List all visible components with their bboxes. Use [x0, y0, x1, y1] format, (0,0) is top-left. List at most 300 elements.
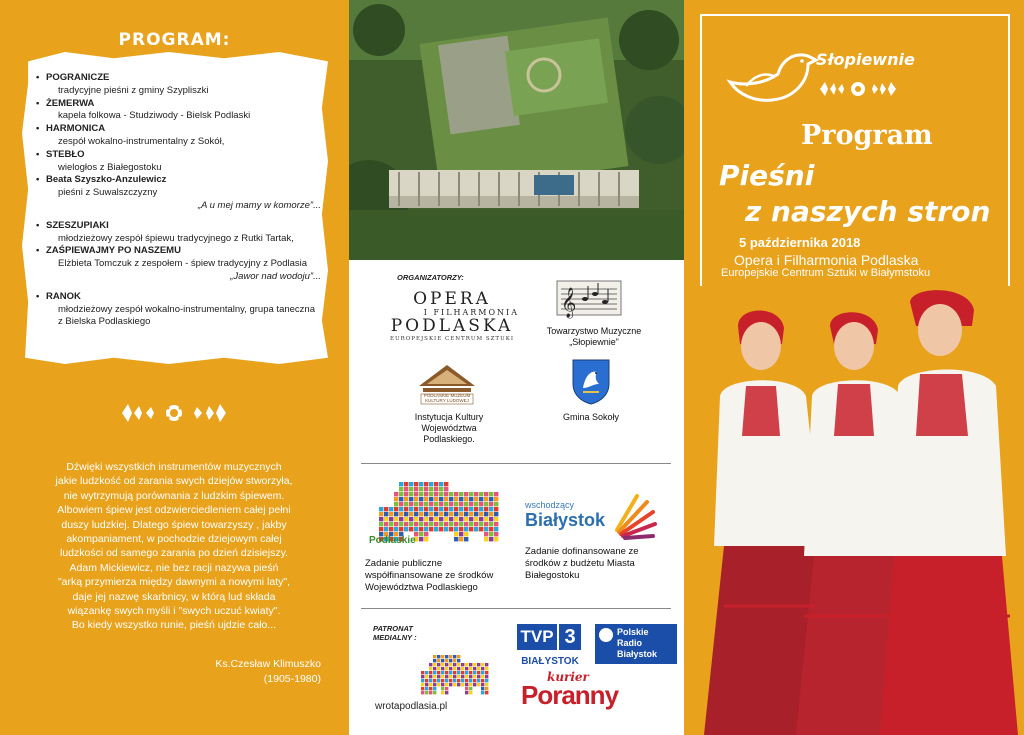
mosaic-tile — [494, 532, 498, 536]
mosaic-tile — [409, 527, 413, 531]
mosaic-tile — [484, 517, 488, 521]
mosaic-tile — [445, 671, 448, 674]
mosaic-tile — [481, 671, 484, 674]
mosaic-tile — [459, 497, 463, 501]
mosaic-tile — [464, 532, 468, 536]
mosaic-tile — [465, 691, 468, 694]
mosaic-tile — [469, 527, 473, 531]
radio-circle-icon — [599, 628, 613, 642]
program-item — [36, 72, 321, 98]
instytucja-text: Instytucja Kultury Województwa Podlaskiego. — [414, 412, 484, 444]
mosaic-tile — [474, 527, 478, 531]
mosaic-tile — [477, 683, 480, 686]
mosaic-tile — [437, 659, 440, 662]
mosaic-tile — [474, 517, 478, 521]
mosaic-tile — [429, 507, 433, 511]
mosaic-tile — [465, 671, 468, 674]
gmina-text: Gmina Sokoły — [562, 412, 620, 422]
program-item — [36, 174, 321, 212]
mosaic-tile — [449, 675, 452, 678]
mosaic-tile — [449, 512, 453, 516]
program-title: Program — [801, 120, 933, 151]
mosaic-tile — [425, 687, 428, 690]
mosaic-tile — [473, 683, 476, 686]
mosaic-tile — [394, 522, 398, 526]
mosaic-tile — [454, 512, 458, 516]
mosaic-tile — [404, 517, 408, 521]
mosaic-tile — [419, 507, 423, 511]
mosaic-tile — [464, 527, 468, 531]
tvp3-logo — [517, 622, 581, 652]
mosaic-tile — [421, 675, 424, 678]
mosaic-tile — [464, 512, 468, 516]
mosaic-tile — [399, 517, 403, 521]
mosaic-tile — [441, 691, 444, 694]
mosaic-tile — [459, 502, 463, 506]
mosaic-tile — [484, 497, 488, 501]
mosaic-tile — [379, 527, 383, 531]
event-venue-sub: Europejskie Centrum Sztuki w Białymstoku — [721, 267, 931, 279]
mosaic-tile — [399, 512, 403, 516]
program-item — [36, 149, 321, 175]
program-item-name: • Beata Szyszko-Anzulewicz — [46, 174, 167, 186]
mosaic-tile — [429, 527, 433, 531]
mosaic-tile — [433, 671, 436, 674]
mosaic-tile — [404, 482, 408, 486]
mosaic-tile — [394, 527, 398, 531]
program-item-desc: wielogłos z Białegostoku — [58, 161, 162, 173]
program-item-quote: „A u mej mamy w komorze”... — [197, 199, 321, 211]
mosaic-tile — [449, 683, 452, 686]
program-item-desc: pieśni z Suwalszczyzny — [58, 187, 158, 199]
mosaic-tile — [485, 675, 488, 678]
polskie-radio-logo — [595, 624, 677, 664]
quote-line: "arką przymierza między dawnymi a nowymi laty", — [57, 576, 291, 589]
mosaic-tile — [457, 667, 460, 670]
mosaic-tile — [469, 492, 473, 496]
mosaic-tile — [484, 507, 488, 511]
mosaic-tile — [439, 487, 443, 491]
mosaic-tile — [437, 667, 440, 670]
mosaic-tile — [433, 687, 436, 690]
mosaic-tile — [404, 497, 408, 501]
mosaic-tile — [429, 667, 432, 670]
mosaic-tile — [479, 507, 483, 511]
mosaic-tile — [473, 667, 476, 670]
mosaic-tile — [489, 517, 493, 521]
mosaic-tile — [444, 492, 448, 496]
mosaic-tile — [409, 502, 413, 506]
main-title-line2: z naszych stron — [745, 195, 991, 228]
mosaic-tile — [419, 502, 423, 506]
mosaic-tile — [424, 537, 428, 541]
mosaic-tile — [457, 663, 460, 666]
mosaic-tile — [479, 512, 483, 516]
program-item-desc: tradycyjne pieśni z gminy Szypliszki — [58, 84, 209, 96]
mosaic-tile — [419, 492, 423, 496]
mosaic-tile — [399, 527, 403, 531]
mosaic-tile — [465, 687, 468, 690]
mosaic-tile — [479, 492, 483, 496]
mosaic-tile — [439, 497, 443, 501]
mosaic-tile — [449, 527, 453, 531]
mosaic-tile — [445, 679, 448, 682]
mosaic-tile — [489, 502, 493, 506]
mosaic-tile — [409, 517, 413, 521]
folk-ornament-icon — [118, 398, 230, 428]
mosaic-tile — [445, 655, 448, 658]
mosaic-tile — [384, 527, 388, 531]
mosaic-tile — [449, 507, 453, 511]
quote-text — [24, 460, 324, 633]
mosaic-tile — [494, 522, 498, 526]
mosaic-tile — [421, 691, 424, 694]
mosaic-tile — [461, 675, 464, 678]
mosaic-tile — [464, 522, 468, 526]
mosaic-tile — [419, 517, 423, 521]
program-item-name: • ŻEMERWA — [46, 97, 95, 109]
mosaic-tile — [424, 482, 428, 486]
quote-line: jakie ludzkość od zarania swych dziejów stworzyła, — [55, 475, 293, 488]
mosaic-tile — [414, 482, 418, 486]
mosaic-tile — [384, 512, 388, 516]
mosaic-tile — [414, 502, 418, 506]
mosaic-tile — [494, 507, 498, 511]
mosaic-tile — [444, 512, 448, 516]
author-name: Ks.Czesław Klimuszko — [215, 658, 321, 670]
mosaic-tile — [419, 522, 423, 526]
mosaic-tile — [409, 487, 413, 491]
mosaic-tile — [473, 663, 476, 666]
left-panel — [0, 0, 349, 735]
mosaic-tile — [457, 683, 460, 686]
quote-line: nie wytrzymują porównania z ludzkim śpiewem. — [63, 489, 285, 502]
mosaic-tile — [484, 527, 488, 531]
quote-line: Adam Mickiewicz, nie bez racji nazywa pieśń — [69, 561, 279, 574]
mosaic-tile — [489, 507, 493, 511]
mosaic-tile — [425, 679, 428, 682]
aerial-photo — [349, 0, 684, 260]
mosaic-tile — [449, 502, 453, 506]
separator-1 — [361, 463, 671, 464]
mosaic-tile — [459, 532, 463, 536]
mosaic-tile — [439, 492, 443, 496]
mosaic-tile — [404, 502, 408, 506]
mosaic-tile — [489, 537, 493, 541]
mosaic-tile — [424, 512, 428, 516]
singers-photo — [684, 286, 1024, 735]
mosaic-tile — [434, 502, 438, 506]
mosaic-tile — [444, 507, 448, 511]
mosaic-tile — [439, 507, 443, 511]
mosaic-tile — [449, 517, 453, 521]
mosaic-tile — [453, 675, 456, 678]
mosaic-tile — [481, 691, 484, 694]
mosaic-tile — [379, 507, 383, 511]
mosaic-tile — [433, 667, 436, 670]
mosaic-tile — [461, 667, 464, 670]
mosaic-tile — [469, 497, 473, 501]
wrota-bison-logo — [421, 655, 491, 695]
mosaic-tile — [441, 663, 444, 666]
mosaic-tile — [421, 679, 424, 682]
mosaic-tile — [441, 679, 444, 682]
mosaic-tile — [394, 492, 398, 496]
program-item-name: • ZAŚPIEWAJMY PO NASZEMU — [46, 245, 181, 257]
bialystok-logo-big: Białystok — [525, 510, 606, 530]
mosaic-tile — [444, 517, 448, 521]
mosaic-tile — [459, 507, 463, 511]
mosaic-tile — [465, 683, 468, 686]
mosaic-tile — [433, 679, 436, 682]
middle-panel — [349, 0, 684, 735]
mosaic-tile — [461, 683, 464, 686]
mosaic-tile — [424, 507, 428, 511]
mosaic-tile — [484, 532, 488, 536]
mosaic-tile — [434, 507, 438, 511]
mosaic-tile — [429, 679, 432, 682]
mosaic-tile — [481, 667, 484, 670]
mosaic-tile — [474, 492, 478, 496]
radio-text: Polskie Radio Białystok — [617, 627, 658, 659]
mosaic-tile — [494, 517, 498, 521]
mosaic-tile — [424, 522, 428, 526]
mosaic-tile — [445, 667, 448, 670]
organizers-label: ORGANIZATORZY: — [397, 273, 464, 282]
mosaic-tile — [469, 671, 472, 674]
mosaic-tile — [409, 497, 413, 501]
mosaic-tile — [441, 683, 444, 686]
mosaic-tile — [409, 492, 413, 496]
mosaic-tile — [434, 487, 438, 491]
mosaic-tile — [409, 522, 413, 526]
mosaic-tile — [469, 517, 473, 521]
mosaic-tile — [425, 671, 428, 674]
mosaic-tile — [457, 675, 460, 678]
mosaic-tile — [474, 522, 478, 526]
opera-logo-line2: I FILHARMONIA — [423, 308, 519, 317]
program-item-name: • STEBŁO — [46, 148, 85, 160]
mosaic-tile — [424, 527, 428, 531]
mosaic-tile — [444, 497, 448, 501]
mosaic-tile — [481, 683, 484, 686]
mosaic-tile — [437, 679, 440, 682]
mosaic-tile — [433, 663, 436, 666]
podlaskie-bison-logo — [379, 482, 499, 542]
mosaic-tile — [409, 512, 413, 516]
mosaic-tile — [399, 482, 403, 486]
program-heading: PROGRAM: — [118, 30, 231, 50]
mosaic-tile — [394, 497, 398, 501]
mosaic-tile — [414, 517, 418, 521]
mosaic-tile — [404, 527, 408, 531]
mosaic-tile — [384, 507, 388, 511]
mosaic-tile — [494, 502, 498, 506]
mosaic-tile — [429, 492, 433, 496]
mosaic-tile — [489, 512, 493, 516]
mosaic-tile — [437, 675, 440, 678]
mosaic-tile — [439, 527, 443, 531]
mosaic-tile — [419, 497, 423, 501]
quote-line: ludzkości od samego zarania po dzień dzisiejszy. — [59, 547, 288, 560]
towarzystwo-text: Towarzystwo Muzyczne „Słopiewnie” — [546, 326, 642, 347]
mosaic-tile — [477, 679, 480, 682]
mosaic-tile — [479, 517, 483, 521]
program-item-desc: młodzieżowy zespół wokalno-instrumentalny, grupa taneczna z Bielska Podlaskiego — [58, 303, 315, 328]
mosaic-tile — [494, 537, 498, 541]
mosaic-tile — [445, 675, 448, 678]
mosaic-tile — [469, 663, 472, 666]
music-notes-icon — [555, 275, 625, 321]
mosaic-tile — [484, 512, 488, 516]
mosaic-tile — [441, 667, 444, 670]
mosaic-tile — [421, 687, 424, 690]
program-item-desc: zespół wokalno-instrumentalny z Sokół, — [58, 135, 225, 147]
mosaic-tile — [424, 487, 428, 491]
mosaic-tile — [424, 517, 428, 521]
mosaic-tile — [434, 527, 438, 531]
quote-line: Dźwięki wszystkich instrumentów muzycznych — [66, 461, 282, 473]
mosaic-tile — [469, 502, 473, 506]
mosaic-tile — [465, 667, 468, 670]
mosaic-tile — [379, 517, 383, 521]
mosaic-tile — [429, 687, 432, 690]
quote-author — [215, 657, 321, 687]
mosaic-tile — [454, 497, 458, 501]
mosaic-tile — [379, 522, 383, 526]
mosaic-tile — [453, 683, 456, 686]
mosaic-tile — [454, 527, 458, 531]
mosaic-tile — [454, 507, 458, 511]
mosaic-tile — [449, 663, 452, 666]
author-years: (1905-1980) — [263, 673, 321, 685]
mosaic-tile — [444, 522, 448, 526]
mosaic-tile — [449, 492, 453, 496]
mosaic-tile — [389, 522, 393, 526]
mosaic-tile — [485, 663, 488, 666]
mosaic-tile — [469, 691, 472, 694]
program-item — [36, 123, 321, 149]
mosaic-tile — [439, 512, 443, 516]
opera-logo — [377, 290, 527, 343]
mosaic-tile — [429, 517, 433, 521]
mosaic-tile — [469, 679, 472, 682]
mosaic-tile — [489, 492, 493, 496]
mosaic-tile — [419, 487, 423, 491]
mosaic-tile — [439, 502, 443, 506]
main-title-line1: Pieśni — [719, 159, 815, 192]
mosaic-tile — [477, 667, 480, 670]
mosaic-tile — [457, 679, 460, 682]
mosaic-tile — [429, 663, 432, 666]
mosaic-tile — [479, 502, 483, 506]
mosaic-tile — [409, 507, 413, 511]
mosaic-tile — [437, 663, 440, 666]
tvp-num: 3 — [559, 624, 581, 650]
mosaic-tile — [394, 507, 398, 511]
mosaic-tile — [485, 679, 488, 682]
museum-logo-text: PODLASKIE MUZEUM KULTURY LUDOWEJ — [423, 393, 471, 403]
bialystok-logo-small: wschodzący — [525, 500, 575, 510]
mosaic-tile — [433, 683, 436, 686]
tvp-label: TVP — [517, 624, 557, 650]
mosaic-tile — [474, 512, 478, 516]
mosaic-tile — [485, 687, 488, 690]
mosaic-tile — [477, 663, 480, 666]
mosaic-tile — [425, 675, 428, 678]
mosaic-tile — [399, 497, 403, 501]
mosaic-tile — [484, 502, 488, 506]
mosaic-tile — [409, 482, 413, 486]
mosaic-tile — [459, 512, 463, 516]
mosaic-tile — [441, 675, 444, 678]
mosaic-tile — [465, 663, 468, 666]
kurier-small: kurier — [547, 670, 589, 684]
mosaic-tile — [394, 502, 398, 506]
opera-logo-line4: EUROPEJSKIE CENTRUM SZTUKI — [389, 336, 515, 342]
mosaic-tile — [419, 482, 423, 486]
mosaic-tile — [437, 671, 440, 674]
bialystok-sun-icon — [611, 490, 659, 542]
mosaic-tile — [484, 522, 488, 526]
podlaskie-logo-text: Podlaskie — [369, 535, 416, 546]
quote-line: wiązankę swych myśli i "swych uczuć kwiaty". — [67, 605, 281, 618]
mosaic-tile — [465, 679, 468, 682]
mosaic-tile — [494, 527, 498, 531]
mosaic-tile — [404, 492, 408, 496]
tvp-city: BIAŁYSTOK — [521, 656, 579, 667]
program-item-name: • SZESZUPIAKI — [46, 219, 109, 231]
svg-text:𝄞: 𝄞 — [561, 288, 577, 318]
mosaic-tile — [433, 659, 436, 662]
mosaic-tile — [414, 492, 418, 496]
mosaic-tile — [481, 687, 484, 690]
mosaic-tile — [485, 691, 488, 694]
mosaic-tile — [469, 675, 472, 678]
mosaic-tile — [384, 522, 388, 526]
mosaic-tile — [445, 687, 448, 690]
separator-2 — [361, 608, 671, 609]
mosaic-tile — [489, 497, 493, 501]
quote-line: duszy ludzkiej. Dlatego śpiew towarzyszy , jakby — [61, 518, 287, 531]
mosaic-tile — [379, 512, 383, 516]
program-item-desc: kapela folkowa - Studziwody - Bielsk Podlaski — [58, 110, 251, 122]
event-venue: Opera i Filharmonia Podlaska — [734, 252, 919, 268]
mosaic-tile — [474, 502, 478, 506]
mosaic-tile — [457, 655, 460, 658]
main-title — [719, 158, 990, 230]
mosaic-tile — [473, 679, 476, 682]
mosaic-tile — [421, 683, 424, 686]
mosaic-tile — [464, 497, 468, 501]
mosaic-tile — [449, 667, 452, 670]
mosaic-tile — [419, 512, 423, 516]
mosaic-tile — [437, 683, 440, 686]
mosaic-tile — [449, 497, 453, 501]
program-item — [36, 98, 321, 124]
mosaic-tile — [464, 502, 468, 506]
mosaic-tile — [429, 671, 432, 674]
mosaic-tile — [441, 659, 444, 662]
mosaic-tile — [489, 532, 493, 536]
mosaic-tile — [457, 671, 460, 674]
program-item-desc: Elżbieta Tomczuk z zespołem - śpiew tradycyjny z Podlasia — [58, 258, 308, 270]
patronat-label: PATRONAT MEDIALNY : — [373, 624, 417, 642]
mosaic-tile — [464, 492, 468, 496]
mosaic-tile — [437, 655, 440, 658]
mosaic-tile — [433, 691, 436, 694]
mosaic-tile — [433, 675, 436, 678]
